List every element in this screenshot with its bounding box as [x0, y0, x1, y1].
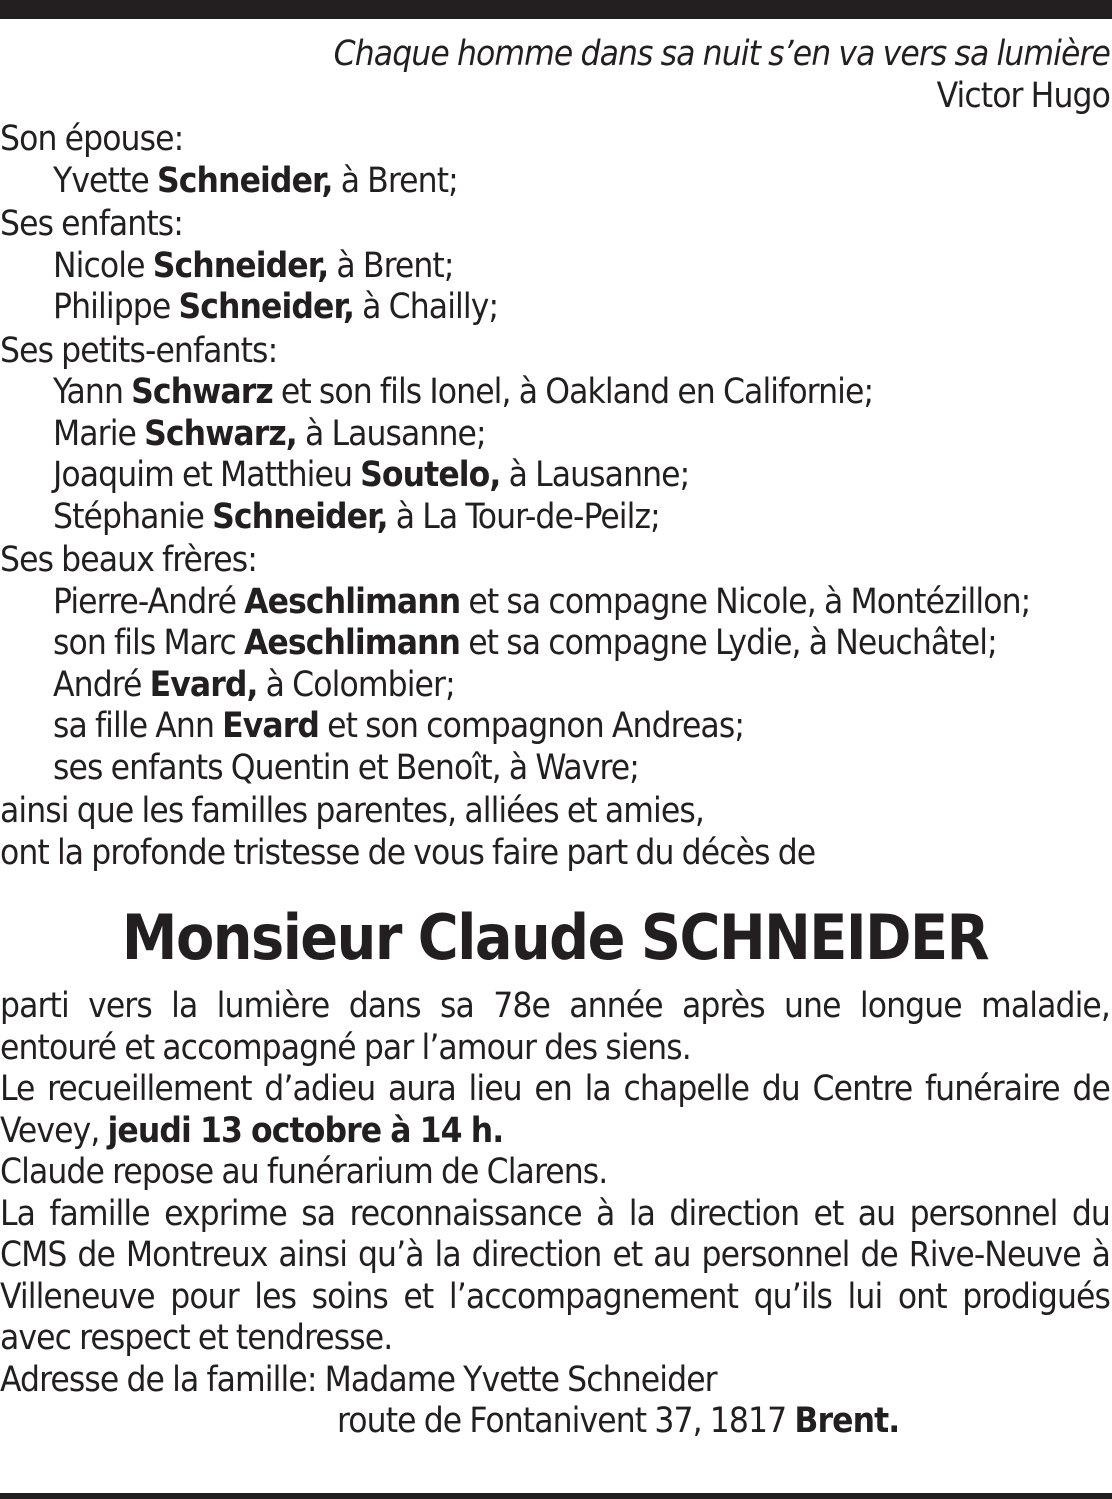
family-entry: André Evard, à Colombier; [53, 664, 455, 705]
obituary-notice [0, 34, 1110, 1443]
epigraph-quote: Chaque homme dans sa nuit s’en va vers sa lumière [333, 34, 1110, 74]
family-entry: Pierre-André Aeschlimann et sa compagne Nicole, à Montézillon; [53, 581, 1031, 622]
section-heading: Ses petits-enfants: [0, 330, 278, 371]
section-heading: Ses enfants: [0, 204, 184, 244]
body-paragraph: La famille exprime sa reconnaissance à la direction et au personnel du CMS de Montreux ainsi qu’à la direction et au personnel de Rive-Neuve à Villeneuve pour les soins et l’accompagnement qu’ils lui ont prodigués avec respect et tendresse. [0, 1193, 1110, 1358]
family-entry: Joaquim et Matthieu Soutelo, à Lausanne; [53, 455, 690, 495]
section-children [0, 204, 1110, 329]
body-paragraph: Claude repose au funérarium de Clarens. [0, 1152, 608, 1192]
epigraph [0, 34, 1110, 117]
family-entry: Nicole Schneider, à Brent; [53, 245, 454, 286]
address-line: Adresse de la famille: Madame Yvette Schneider [0, 1359, 717, 1400]
family-entry: ses enfants Quentin et Benoît, à Wavre; [53, 747, 639, 788]
section-brothers-in-law [0, 540, 1110, 789]
closing-statement [0, 791, 1110, 874]
closing-line: ont la profonde tristesse de vous faire part du décès de [0, 832, 816, 873]
section-grandchildren [0, 331, 1110, 539]
top-rule [0, 0, 1112, 19]
family-entry: Marie Schwarz, à Lausanne; [53, 413, 486, 454]
deceased-name: Monsieur Claude SCHNEIDER [121, 901, 989, 974]
family-entry: Yann Schwarz et son fils Ionel, à Oakland en Californie; [53, 372, 874, 412]
ceremony-date: jeudi 13 octobre à 14 h. [107, 1110, 504, 1151]
family-entry: sa fille Ann Evard et son compagnon Andreas; [53, 706, 745, 746]
section-heading: Son épouse: [0, 119, 184, 159]
family-entry: Philippe Schneider, à Chailly; [53, 287, 499, 327]
body-paragraph: Le recueillement d’adieu aura lieu en la chapelle du Centre funéraire de Vevey, jeudi 13 octobre à 14 h. [0, 1069, 1110, 1151]
epigraph-author: Victor Hugo [936, 75, 1110, 116]
family-entry: Yvette Schneider, à Brent; [53, 160, 458, 201]
family-address [0, 1360, 1110, 1443]
closing-line: ainsi que les familles parentes, alliées et amies, [0, 791, 704, 831]
bottom-rule [0, 1493, 1112, 1499]
family-entry: Stéphanie Schneider, à La Tour-de-Peilz; [53, 496, 660, 537]
address-line: route de Fontanivent 37, 1817 Brent. [337, 1401, 900, 1441]
section-heading: Ses beaux frères: [0, 540, 257, 580]
family-entry: son fils Marc Aeschlimann et sa compagne Lydie, à Neuchâtel; [53, 623, 997, 663]
body-paragraph: parti vers la lumière dans sa 78e année après une longue maladie, entouré et accompagné par l’amour des siens. [0, 986, 1110, 1068]
notice-body [0, 986, 1110, 1360]
section-spouse [0, 119, 1110, 202]
